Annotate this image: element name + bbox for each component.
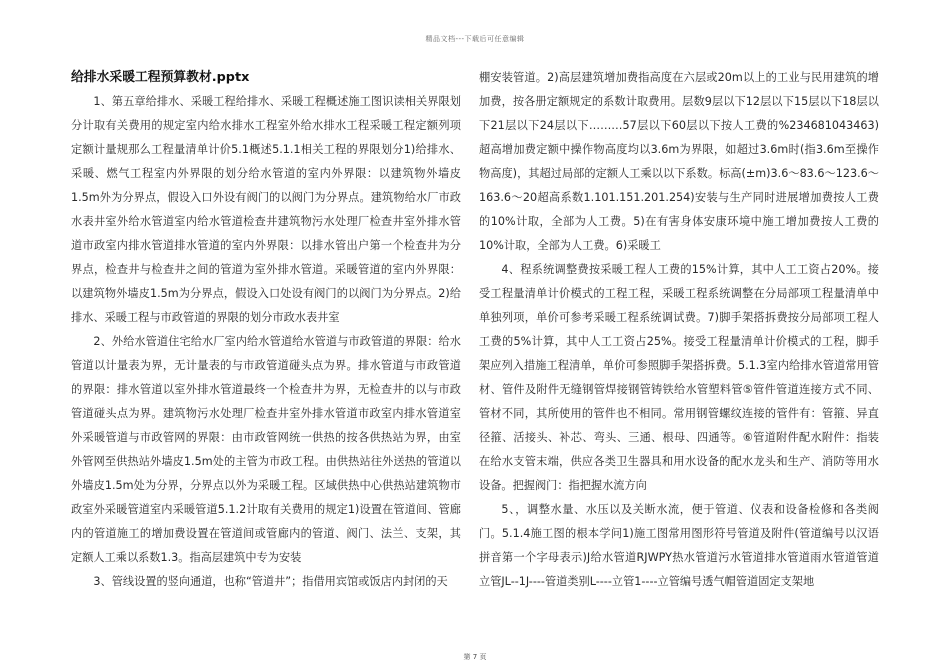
paragraph: 棚安装管道。2)高层建筑增加费指高度在六层或20m以上的工业与民用建筑的增加费，按各册定额规定的系数计取费用。层数9层以下12层以下15层以下18层以下21层以下24层以下………57层以下60层以下按人工费的%234681043463)超高增加费定额中操作物高度均以3.6m为界限，如超过3.6m时(指3.6m至操作物高度)，其超过局部的定额人工乘以以下系数。标高(±m)3.6～83.6～123.6～163.6～20超高系数1.101.151.201.254)安装与生产同时进展增加费按人工费的10%计取，全部为人工费。5)在有害身体安康环境中施工增加费按人工费的10%计取，全部为人工费。6)采暖工 [479, 71, 879, 252]
document-title: 给排水采暖工程预算教材.pptx [71, 70, 250, 85]
paragraph: 5、，调整水量、水压以及关断水流，便于管道、仪表和设备检修和各类阀门。5.1.4施工图的根本学问1)施工图常用图形符号管道及附件(管道编号以汉语拼音第一个字母表示)J给水管道RJWPY热水管道污水管道排水管道雨水管道管道立管JL--1J----管道类别L----立管1----立管编号透气帽管道固定支架地 [479, 503, 879, 588]
right-column [479, 66, 879, 594]
left-column [71, 66, 461, 594]
page-number: 第 7 页 [463, 653, 487, 661]
paragraph: 1、第五章给排水、采暖工程给排水、采暖工程概述施工图识读相关界限划分计取有关费用的规定室内给水排水工程室外给水排水工程采暖工程定额列项定额计量规那么工程量清单计价5.1概述5.1.1相关工程的界限划分1)给排水、采暖、燃气工程室内外界限的划分给水管道的室内外界限：以建筑物外墙皮1.5m外为分界点，假设入口外设有阀门的以阀门为分界点。建筑物给水厂市政水表井室外给水管道室内给水管道检查井建筑物污水处理厂检查井室外排水管道市政室内排水管道排水管道的室内外界限：以排水管出户第一个检查井为分界点，检查井与检查井之间的管道为室外排水管道。采暖管道的室内外界限：以建筑物外墙皮1.5m为分界点，假设入口处设有阀门的以阀门为分界点。2)给排水、采暖工程与市政管道的界限的划分市政水表井室 [71, 95, 461, 324]
paragraph: 3、管线设置的竖向通道，也称“管道井”；指借用宾馆或饭店内封闭的天 [93, 575, 448, 588]
paragraph: 4、程系统调整费按采暖工程人工费的15%计算，其中人工工资占20%。接受工程量清单计价模式的工程工程，采暖工程系统调整在分局部项工程量清单中单独列项，单价可参考采暖工程系统调试费。7)脚手架搭拆费按分局部项工程人工费的5%计算，其中人工工资占25%。接受工程量清单计价模式的工程，脚手架应列入措施工程清单，单价可参照脚手架搭拆费。5.1.3室内给排水管道常用管材、管件及附件无缝钢管焊接钢管铸铁给水管塑料管⑤管件管道连接方式不同、管材不同，其所使用的管件也不相同。常用钢管螺纹连接的管件有：管箍、异直径箍、活接头、补芯、弯头、三通、根母、四通等。⑥管道附件配水附件：指装在给水支管末端，供应各类卫生器具和用水设备的配水龙头和生产、消防等用水设备。把握阀门：指把握水流方向 [479, 263, 879, 492]
paragraph: 2、外给水管道住宅给水厂室内给水管道给水管道与市政管道的界限：给水管道以计量表为界，无计量表的与市政管道碰头点为界。排水管道与市政管道的界限：排水管道以室外排水管道最终一个检查井为界，无检查井的以与市政管道碰头点为界。建筑物污水处理厂检查井室外排水管道市政室内排水管道室外采暖管道与市政管网的界限：由市政管网统一供热的按各供热站为界，由室外管网至供热站外墙皮1.5m处的主管为市政工程。由供热站往外送热的管道以外墙皮1.5m处为分界，分界点以外为采暖工程。区域供热中心供热站建筑物市政室外采暖管道室内采暖管道5.1.2计取有关费用的规定1)设置在管道间、管廊内的管道施工的增加费设置在管道间或管廊内的管道、阀门、法兰、支架，其定额人工乘以系数1.3。指高层建筑中专为安装 [71, 335, 461, 564]
page-header: 精品文档---下载后可任意编辑 [425, 35, 525, 43]
